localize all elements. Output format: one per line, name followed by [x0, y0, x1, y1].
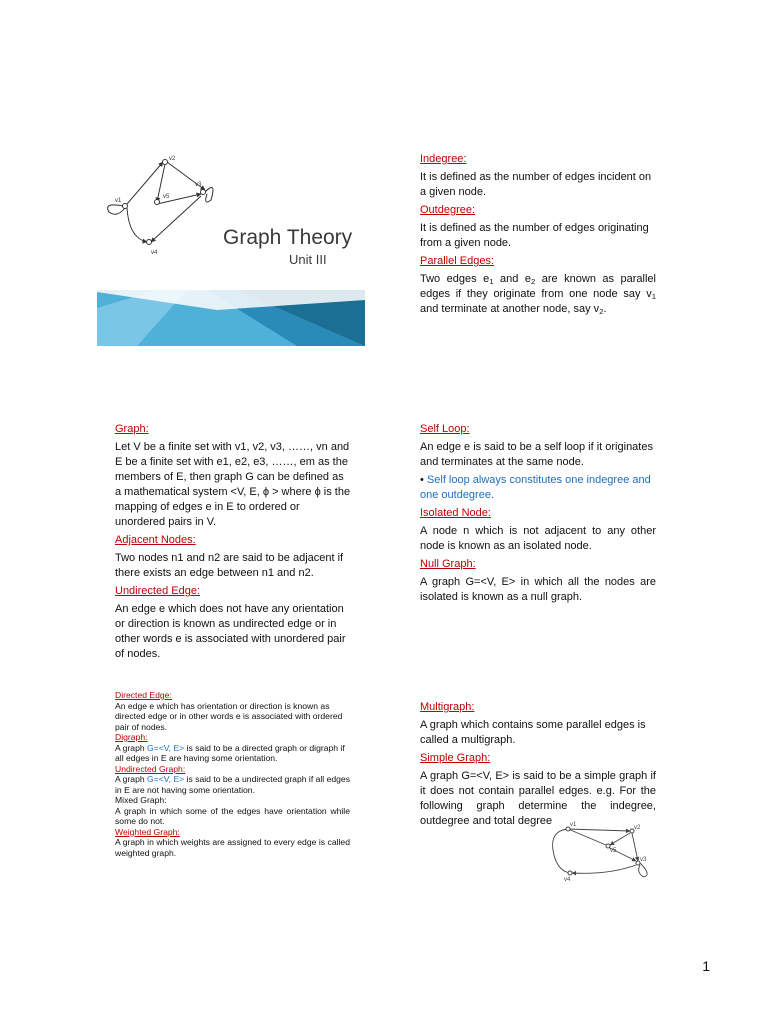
- heading-adjacent-nodes: Adjacent Nodes:: [115, 534, 196, 546]
- node-v5: [155, 200, 160, 205]
- text-directed-edge: An edge e which has orientation or direction is known as directed edge or in other words e is associated with ordered pair of nodes.: [115, 700, 343, 732]
- page-number: 1: [702, 958, 710, 974]
- heading-weighted-graph: Weighted Graph:: [115, 826, 180, 837]
- heading-parallel-edges: Parallel Edges:: [420, 255, 494, 267]
- simple-label-v3: v3: [640, 857, 647, 863]
- heading-outdegree: Outdegree:: [420, 204, 476, 216]
- text-digraph: A graph G=<V, E> is said to be a directed graph or digraph if all edges in E are having some orientation.: [115, 742, 345, 763]
- text-parallel-edges: Two edges $e_1$ and $e_2$ are known as parallel edges if they originate from one node say $v_1$ and terminate at another node, say $v_2$.: [420, 273, 656, 316]
- text-indegree: It is defined as the number of edges incident on a given node.: [420, 171, 652, 198]
- text-undirected-graph: A graph G=<V, E> is said to be a undirected graph if all edges in E are not having some orientation.: [115, 774, 350, 795]
- bullet-icon: •: [420, 474, 427, 486]
- text-self-loop: An edge e is said to be a self loop if it originates and terminates at the same node.: [420, 441, 653, 468]
- heading-undirected-graph: Undirected Graph:: [115, 763, 186, 774]
- node-v3: [201, 190, 206, 195]
- text-isolated-node: A node n which is not adjacent to any other node is known as an isolated node.: [420, 525, 656, 552]
- label-v5: v5: [163, 194, 170, 200]
- simple-node-v4: [568, 871, 572, 875]
- simple-graph-diagram: [548, 815, 658, 885]
- title-banner: [97, 290, 365, 346]
- simple-label-v1: v1: [570, 822, 577, 828]
- bullet-self-loop: • Self loop always constitutes one indegree and one outdegree.: [420, 474, 651, 501]
- heading-digraph: Digraph:: [115, 732, 148, 742]
- heading-directed-edge: Directed Edge:: [115, 690, 172, 700]
- text-graph: Let V be a finite set with v1, v2, v3, ……, vn and E be a finite set with e1, e2, e3, ……, em as the members of E, then graph G can be defined as a mathematical system <V, E, ϕ > where ϕ is the mapping of edges e in E to ordered or unordered pairs in V.: [115, 441, 351, 528]
- text-mixed-graph: A graph in which some of the edges have orientation while some do not.: [115, 805, 350, 826]
- label-v3: v3: [195, 182, 202, 188]
- text-weighted-graph: A graph in which weights are assigned to every edge is called weighted graph.: [115, 837, 350, 858]
- text-null-graph: A graph G=<V, E> in which all the nodes are isolated is known as a null graph.: [420, 576, 656, 603]
- slide-title: [97, 140, 365, 346]
- slide-directed-edge: [115, 690, 350, 875]
- heading-simple-graph: Simple Graph:: [420, 752, 491, 764]
- simple-label-v5: v5: [610, 848, 617, 854]
- text-simple-graph: A graph G=<V, E> is said to be a simple graph if it does not contain parallel edges. e.g. For the following graph determine the indegree, outdegree and total degree: [420, 770, 656, 827]
- node-v4: [147, 240, 152, 245]
- text-outdegree: It is defined as the number of edges originating from a given node.: [420, 222, 649, 249]
- heading-isolated-node: Isolated Node:: [420, 507, 491, 519]
- label-v2: v2: [169, 156, 176, 162]
- slide-indegree: [420, 150, 656, 330]
- text-undirected-edge: An edge e which does not have any orientation or direction is known as undirected edge or in other words e is associated with unordered pair of nodes.: [115, 603, 346, 660]
- node-v2: [163, 160, 168, 165]
- heading-graph: Graph:: [115, 423, 149, 435]
- text-multigraph: A graph which contains some parallel edges is called a multigraph.: [420, 719, 646, 746]
- heading-undirected-edge: Undirected Edge:: [115, 585, 200, 597]
- diagram-edges: [108, 162, 213, 242]
- node-v1: [123, 204, 128, 209]
- slide-subtitle-text: Unit III: [289, 252, 327, 267]
- label-v4: v4: [151, 250, 158, 256]
- heading-null-graph: Null Graph:: [420, 558, 476, 570]
- text-adjacent-nodes: Two nodes n1 and n2 are said to be adjacent if there exists an edge between n1 and n2.: [115, 552, 344, 579]
- heading-indegree: Indegree:: [420, 153, 467, 165]
- heading-mixed-graph: Mixed Graph:: [115, 795, 167, 805]
- slide-self-loop: [420, 420, 656, 603]
- slide-graph-definition: [115, 420, 351, 660]
- simple-label-v4: v4: [564, 877, 571, 883]
- heading-self-loop: Self Loop:: [420, 423, 470, 435]
- heading-multigraph: Multigraph:: [420, 701, 475, 713]
- slide-title-text: Graph Theory: [223, 226, 353, 249]
- simple-label-v2: v2: [634, 825, 641, 831]
- label-v1: v1: [115, 198, 122, 204]
